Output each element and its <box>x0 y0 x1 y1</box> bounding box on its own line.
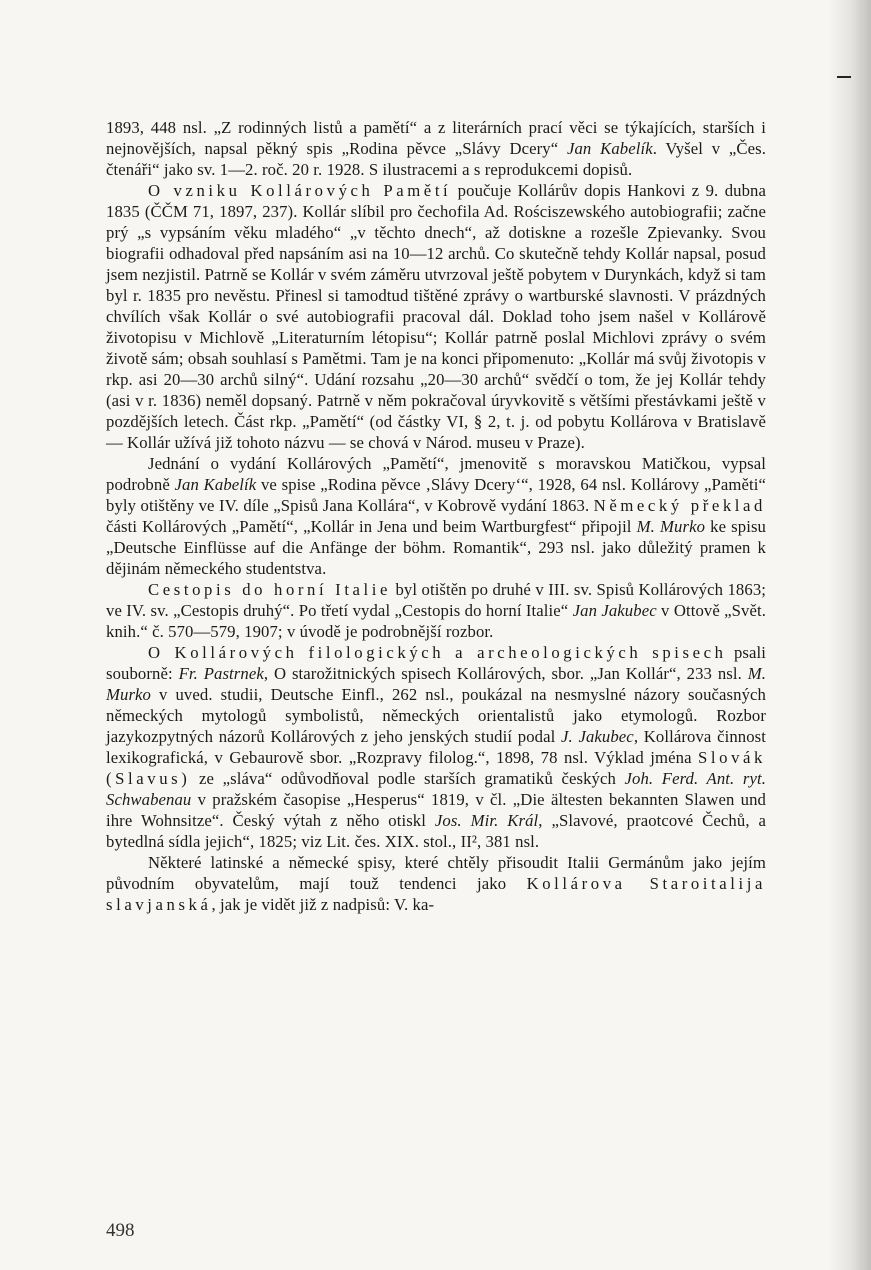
page-edge-shadow <box>827 0 871 1270</box>
spaced-emphasis: O Kollárových filologických a archeologických spisech <box>148 643 727 662</box>
italic-author-name: Jos. Mir. Král <box>434 811 539 830</box>
text-run: ze „sláva“ odůvodňoval podle starších gramatiků českých <box>190 769 625 788</box>
paragraph <box>106 852 766 915</box>
italic-author-name: Joh. Ferd. Ant. ryt. Schwabenau <box>106 769 767 809</box>
paragraph <box>106 579 766 642</box>
spaced-emphasis: O vzniku Kollárových Pamětí <box>148 181 452 200</box>
text-run: , Kollárova činnost lexikografická, v Gebaurově sbor. „Rozpravy filolog.“, 1898, 78 nsl. Výklad jména <box>106 727 766 767</box>
text-run: ke spisu „Deutsche Einflüsse auf die Anfänge der böhm. Romantik“, 293 nsl. jako důležitý pramen k dějinám německého studentstva. <box>106 517 766 578</box>
text-run: , jak je vidět již z nadpisů: V. ka- <box>211 895 435 914</box>
italic-author-name: Jan Jakubec <box>572 601 657 620</box>
paragraph <box>106 453 766 579</box>
text-run: byl otištěn po druhé v III. sv. Spisů Kollárových 1863; ve IV. sv. „Cestopis druhý“. Po třetí vydal „Cestopis do horní Italie“ <box>106 580 766 620</box>
page-edge-mark <box>837 76 851 78</box>
text-run: , O starožitnických spisech Kollárových, sbor. „Jan Kollár“, 233 nsl. <box>263 664 748 683</box>
text-run: části Kollárových „Pamětí“, „Kollár in Jena und beim Wartburgfest“ připojil <box>106 517 637 536</box>
text-run: psali souborně: <box>106 643 766 683</box>
text-run: , „Slavové, praotcové Čechů, a bytedlná sídla jejich“, 1825; viz Lit. čes. XIX. stol., II², 381 nsl. <box>106 811 766 851</box>
text-run: . Vyšel v „Čes. čtenáři“ jako sv. 1—2. roč. 20 r. 1928. S ilustracemi a s reprodukcemi dopisů. <box>106 139 766 179</box>
paragraph <box>106 180 766 453</box>
spaced-emphasis: Kollárova Staroitalija slavjanská <box>106 874 767 914</box>
italic-author-name: M. Murko <box>106 664 766 704</box>
text-run: v Ottově „Svět. knih.“ č. 570—579, 1907; v úvodě je podrobnější rozbor. <box>106 601 767 641</box>
spaced-emphasis: Slovák (Slavus) <box>106 748 766 788</box>
text-run: Některé latinské a německé spisy, které chtěly přisoudit Italii Germánům jako jejím původním obyvatelům, mají touž tendenci jako <box>106 853 766 893</box>
paragraph <box>106 642 766 852</box>
paragraph <box>106 117 766 180</box>
spaced-emphasis: Německý překlad <box>593 496 766 515</box>
spaced-emphasis: Cestopis do horní Italie <box>148 580 392 599</box>
text-run: v uved. studii, Deutsche Einfl., 262 nsl., poukázal na nesmyslné názory současných německých mytologů symbolistů, německých orientalistů jako etymologů. Rozbor jazykozpytných názorů Kollárových z jeho jenských studií podal <box>106 685 766 746</box>
body-text <box>106 117 766 915</box>
italic-author-name: J. Jakubec <box>561 727 634 746</box>
text-run: ve spise „Rodina pěvce ‚Slávy Dcery‘“, 1928, 64 nsl. Kollárovy „Paměti“ byly otištěny ve IV. díle „Spisů Jana Kollára“, v Kobrově vydání 1863. <box>106 475 766 515</box>
text-run: poučuje Kollárův dopis Hankovi z 9. dubna 1835 (ČČM 71, 1897, 237). Kollár slíbil pro čechofila Ad. Rościszewského autobiografii; začne prý „s vypsáním věku mladého“ „v těchto dnech“, až dotiskne a rozešle Zpievanky. Svou biografii odhadoval před napsáním asi na 10—12 archů. Co skutečně tehdy Kollár napsal, posud jsem nezjistil. Patrně se Kollár v svém záměru utvrzoval ještě pobytem v Durynkách, když si tam byl r. 1835 pro nevěstu. Přinesl si tamodtud tištěné zprávy o wartburské slavnosti. V prázdných chvílích však Kollár o své autobiografii pracoval dál. Doklad toho jsem našel v Kollárově životopisu v Michlově „Literaturním létopisu“; Kollár patrně poslal Michlovi zprávy o svém životě sám; obsah souhlasí s Pamětmi. Tam je na konci připomenuto: „Kollár má svůj životopis v rkp. asi 20—30 archů silný“. Udání rozsahu „20—30 archů“ svědčí o tom, že jej Kollár tehdy (asi v r. 1836) neměl dopsaný. Patrně v něm pokračoval úryvkovitě s většími přestávkami ještě v pozdějších letech. Část rkp. „Pamětí“ (od částky VI, § 2, t. j. od pobytu Kollárova v Bratislavě — Kollár užívá již tohoto názvu — se chová v Národ. museu v Praze). <box>106 181 766 452</box>
italic-author-name: Fr. Pastrnek <box>178 664 264 683</box>
text-run: Jednání o vydání Kollárových „Pamětí“, jmenovitě s moravskou Matičkou, vypsal podrobně <box>106 454 766 494</box>
text-run: v pražském časopise „Hesperus“ 1819, v čl. „Die ältesten bekannten Slawen und ihre Wohnsitze“. Český výtah z něho otiskl <box>106 790 766 830</box>
italic-author-name: Jan Kabelík <box>174 475 257 494</box>
italic-author-name: M. Murko <box>636 517 706 536</box>
page-number: 498 <box>106 1220 135 1241</box>
text-run: 1893, 448 nsl. „Z rodinných listů a pamětí“ a z literárních prací věci se týkajících, starších i nejnovějších, napsal pěkný spis „Rodina pěvce „Slávy Dcery“ <box>106 118 766 158</box>
italic-author-name: Jan Kabelík <box>566 139 653 158</box>
